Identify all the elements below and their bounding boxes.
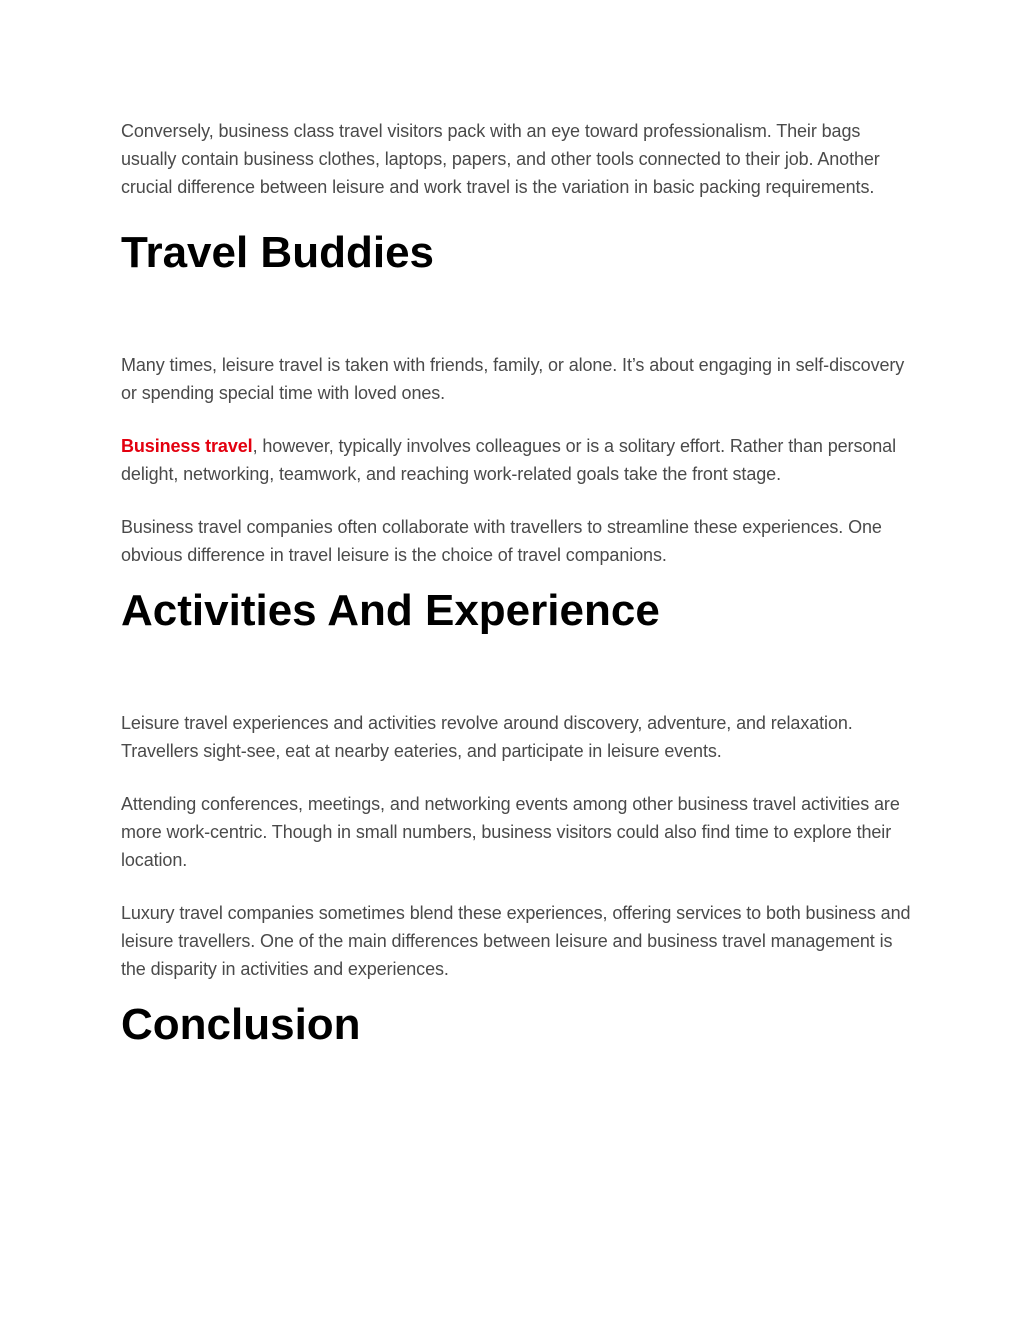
paragraph-business-activities: Attending conferences, meetings, and networking events among other business travel activities are more work-centric. Though in small numbers, business visitors could also find time to explore their location.	[121, 794, 900, 870]
document-page	[121, 117, 911, 1050]
heading-conclusion: Conclusion	[121, 1000, 361, 1049]
heading-activities-experience: Activities And Experience	[121, 586, 660, 635]
paragraph-leisure-activities: Leisure travel experiences and activities revolve around discovery, adventure, and relaxation. Travellers sight-see, eat at nearby eateries, and participate in leisure events.	[121, 713, 853, 761]
paragraph-luxury-travel: Luxury travel companies sometimes blend these experiences, offering services to both business and leisure travellers. One of the main differences between leisure and business travel management is the disparity in activities and experiences.	[121, 903, 911, 979]
paragraph-business-companions-text: , however, typically involves colleagues or is a solitary effort. Rather than personal delight, networking, teamwork, and reaching work-related goals take the front stage.	[121, 436, 896, 484]
business-travel-link[interactable]: Business travel	[121, 436, 253, 456]
heading-travel-buddies: Travel Buddies	[121, 228, 435, 277]
paragraph-leisure-companions: Many times, leisure travel is taken with friends, family, or alone. It’s about engaging in self-discovery or spending special time with loved ones.	[121, 355, 905, 403]
paragraph-packing: Conversely, business class travel visitors pack with an eye toward professionalism. Their bags usually contain business clothes, laptops, papers, and other tools connected to their job. Another crucial difference between leisure and work travel is the variation in basic packing requirements.	[121, 121, 880, 197]
paragraph-business-companions	[121, 432, 911, 488]
paragraph-travel-companies: Business travel companies often collaborate with travellers to streamline these experiences. One obvious difference in travel leisure is the choice of travel companions.	[121, 517, 882, 565]
